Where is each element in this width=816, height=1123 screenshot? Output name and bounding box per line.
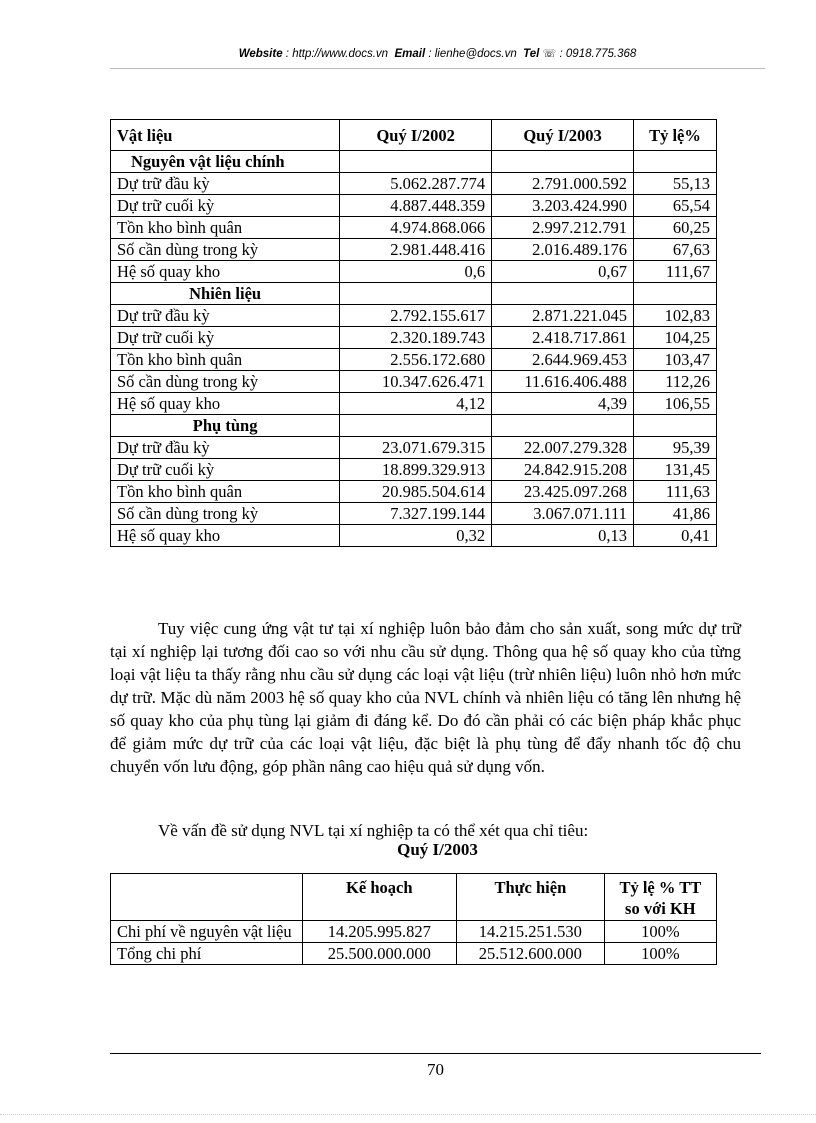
cell-ratio: 111,63 [633,481,716,503]
analysis-paragraph: Tuy việc cung ứng vật tư tại xí nghiệp luôn bảo đảm cho sản xuất, song mức dự trữ tại xí nghiệp lại tương đối cao so với nhu cầu sử dụng. Thông qua hệ số quay kho của từng loại vật liệu ta thấy rằng nhu cầu sử dụng các loại vật liệu (trừ nhiên liệu) luôn nhỏ hơn mức dự trữ. Mặc dù năm 2003 hệ số quay kho của NVL chính và nhiên liệu có tăng lên nhưng hệ số quay kho của phụ tùng lại giảm đi đáng kể. Do đó cần phải có các biện pháp khắc phục để giảm mức dự trữ của các loại vật liệu, đặc biệt là phụ tùng để đẩy nhanh tốc độ chu chuyển vốn lưu động, góp phần nâng cao hiệu quả sử dụng vốn. [110,619,741,776]
row-label: Dự trữ cuối kỳ [111,459,340,481]
email-address[interactable]: lienhe@docs.vn [434,48,517,60]
cell-q1-2002: 10.347.626.471 [340,371,492,393]
row-label: Dự trữ đầu kỳ [111,173,340,195]
cell-ratio: 65,54 [633,195,716,217]
cell-ratio: 0,41 [633,525,716,547]
cell-q1-2003: 2.871.221.045 [492,305,634,327]
cell-actual: 14.215.251.530 [457,921,605,943]
col-header-ratio: Tỷ lệ% [633,120,716,151]
cell-q1-2003: 2.418.717.861 [492,327,634,349]
table-row [111,481,717,503]
row-label: Dự trữ đầu kỳ [111,437,340,459]
cell-q1-2003: 24.842.915.208 [492,459,634,481]
row-label: Số cần dùng trong kỳ [111,503,340,525]
cell-q1-2003: 2.997.212.791 [492,217,634,239]
row-label: Hệ số quay kho [111,261,340,283]
row-label: Hệ số quay kho [111,525,340,547]
cell-plan: 25.500.000.000 [302,943,457,965]
row-label: Hệ số quay kho [111,393,340,415]
cell-q1-2002: 4.887.448.359 [340,195,492,217]
table-row [111,305,717,327]
tel-label: Tel [523,48,540,60]
table-row [111,327,717,349]
cell-ratio: 95,39 [633,437,716,459]
cost-table-title: Quý I/2003 [397,840,478,859]
cell-ratio: 131,45 [633,459,716,481]
col-header-q1-2003: Quý I/2003 [492,120,634,151]
cell-q1-2002: 7.327.199.144 [340,503,492,525]
table-row [111,525,717,547]
cell-ratio: 100% [604,943,716,965]
table-row [111,239,717,261]
tel-number: 0918.775.368 [565,48,637,60]
row-label: Dự trữ cuối kỳ [111,327,340,349]
website-url[interactable]: http://www.docs.vn [292,48,389,60]
col-header-ratio: Tỷ lệ % TT so với KH [604,874,716,921]
col-header-q1-2002: Quý I/2002 [340,120,492,151]
row-label: Dự trữ cuối kỳ [111,195,340,217]
col-header-material: Vật liệu [111,120,340,151]
cost-table [110,873,717,965]
intro-paragraph: Về vấn đề sử dụng NVL tại xí nghiệp ta có thể xét qua chỉ tiêu: [158,821,589,840]
cell-ratio: 103,47 [633,349,716,371]
row-label: Dự trữ đầu kỳ [111,305,340,327]
cell-ratio: 100% [604,921,716,943]
table-row [111,943,717,965]
cell-ratio: 104,25 [633,327,716,349]
row-label: Tồn kho bình quân [111,349,340,371]
cell-ratio: 102,83 [633,305,716,327]
cell-q1-2003: 3.067.071.111 [492,503,634,525]
cell-q1-2003: 0,13 [492,525,634,547]
table-row [111,217,717,239]
section-row [111,415,717,437]
col-header-item [111,874,303,921]
cell-q1-2002: 2.981.448.416 [340,239,492,261]
cell-q1-2002: 23.071.679.315 [340,437,492,459]
email-separator: : [425,48,435,60]
cell-q1-2003: 2.016.489.176 [492,239,634,261]
telephone-icon: ☏ [542,48,557,60]
section-row [111,283,717,305]
cell-plan: 14.205.995.827 [302,921,457,943]
cell-q1-2002: 20.985.504.614 [340,481,492,503]
cell-ratio: 60,25 [633,217,716,239]
cell-q1-2003: 22.007.279.328 [492,437,634,459]
cell-q1-2003: 2.644.969.453 [492,349,634,371]
section-title: Phụ tùng [111,415,340,437]
cost-header-row [111,874,717,921]
col-header-plan: Kế hoạch [302,874,457,921]
footer-divider [110,1053,761,1054]
row-label: Tồn kho bình quân [111,217,340,239]
cell-q1-2002: 2.792.155.617 [340,305,492,327]
table-row [111,393,717,415]
header-divider [110,68,765,69]
table-row [111,437,717,459]
table-row [111,195,717,217]
cell-q1-2003: 2.791.000.592 [492,173,634,195]
cell-ratio: 67,63 [633,239,716,261]
cell-ratio: 111,67 [633,261,716,283]
table-row [111,349,717,371]
cell-q1-2002: 2.556.172.680 [340,349,492,371]
section-row [111,151,717,173]
cell-q1-2002: 2.320.189.743 [340,327,492,349]
cell-ratio: 55,13 [633,173,716,195]
website-separator: : [282,48,293,60]
row-label: Chi phí về nguyên vật liệu [111,921,303,943]
table-row [111,503,717,525]
row-label: Số cần dùng trong kỳ [111,239,340,261]
table-row [111,459,717,481]
col-header-actual: Thực hiện [457,874,605,921]
table-row [111,173,717,195]
cell-q1-2002: 0,32 [340,525,492,547]
page-number: 70 [427,1060,444,1079]
section-title: Nguyên vật liệu chính [111,151,340,173]
cell-q1-2002: 0,6 [340,261,492,283]
row-label: Tồn kho bình quân [111,481,340,503]
table-row [111,261,717,283]
row-label: Số cần dùng trong kỳ [111,371,340,393]
cell-ratio: 41,86 [633,503,716,525]
page-header [110,47,765,60]
cell-ratio: 106,55 [633,393,716,415]
cell-ratio: 112,26 [633,371,716,393]
cell-q1-2003: 4,39 [492,393,634,415]
table-row [111,921,717,943]
page-bottom-border [0,1114,816,1115]
cell-q1-2002: 5.062.287.774 [340,173,492,195]
cell-q1-2002: 4.974.868.066 [340,217,492,239]
website-label: Website [238,48,283,60]
inventory-header-row [111,120,717,151]
inventory-table [110,119,717,547]
row-label: Tổng chi phí [111,943,303,965]
cell-q1-2003: 3.203.424.990 [492,195,634,217]
cell-q1-2003: 0,67 [492,261,634,283]
cell-q1-2003: 11.616.406.488 [492,371,634,393]
email-label: Email [394,48,426,60]
cell-q1-2003: 23.425.097.268 [492,481,634,503]
section-title: Nhiên liệu [111,283,340,305]
table-row [111,371,717,393]
cell-q1-2002: 18.899.329.913 [340,459,492,481]
cell-actual: 25.512.600.000 [457,943,605,965]
tel-separator: : [556,48,566,60]
cell-q1-2002: 4,12 [340,393,492,415]
